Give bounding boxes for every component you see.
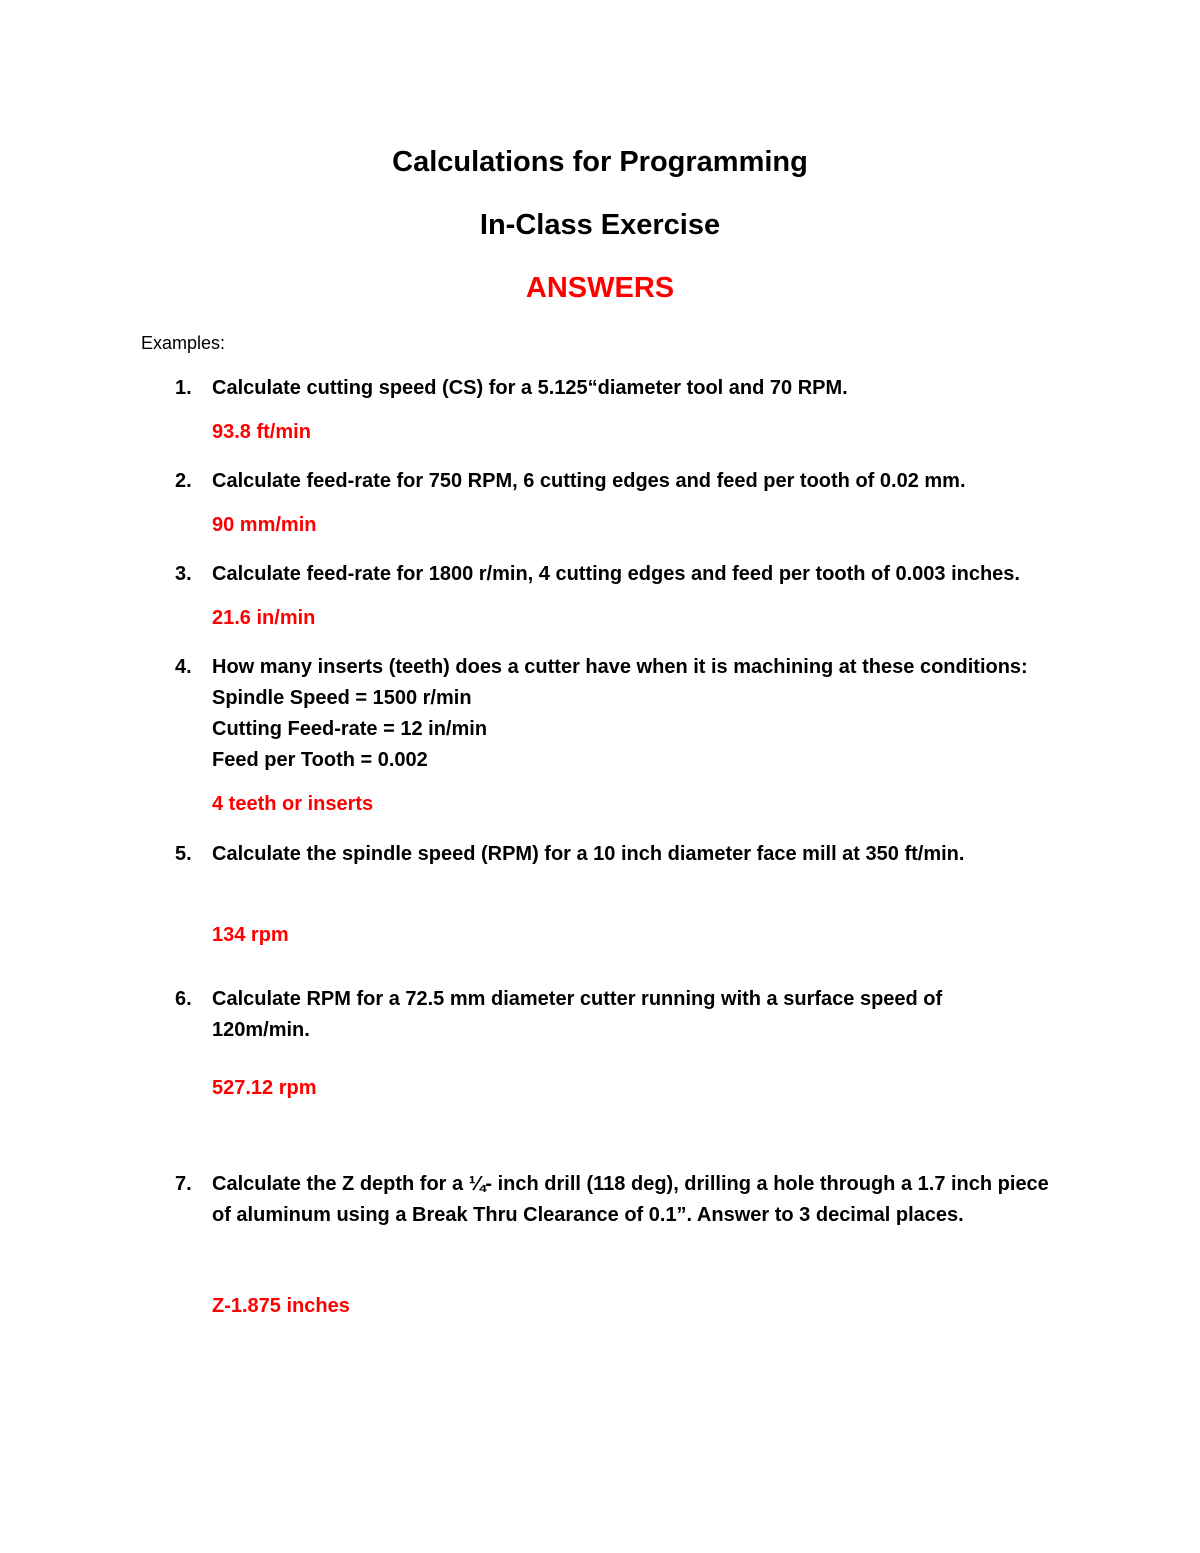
question-line: Calculate RPM for a 72.5 mm diameter cutter running with a surface speed of [212,988,943,1010]
question-text [212,466,1072,497]
question-text [212,839,1072,870]
answer-4: 4 teeth or inserts [212,793,374,815]
answer-5: 134 rpm [212,924,289,946]
answers-heading: ANSWERS [525,272,675,304]
question-number: 1. [175,377,192,399]
question-text [212,984,1072,1046]
question-text [212,1169,1072,1231]
answer-7: Z-1.875 inches [212,1295,350,1317]
question-number: 4. [175,656,192,678]
question-line: Calculate feed-rate for 1800 r/min, 4 cutting edges and feed per tooth of 0.003 inches. [212,563,1020,585]
question-text [212,373,1072,404]
answer-6: 527.12 rpm [212,1077,317,1099]
question-text [212,559,1072,590]
question-line: Calculate feed-rate for 750 RPM, 6 cutting edges and feed per tooth of 0.02 mm. [212,470,966,492]
question-line: Feed per Tooth = 0.002 [212,749,428,771]
question-number: 6. [175,988,192,1010]
document-subtitle: In-Class Exercise [479,209,721,241]
question-line: Calculate the Z depth for a ¼- inch drill (118 deg), drilling a hole through a 1.7 inch piece [212,1173,1049,1195]
question-number: 2. [175,470,192,492]
document-title: Calculations for Programming [392,146,808,178]
question-line: of aluminum using a Break Thru Clearance of 0.1”. Answer to 3 decimal places. [212,1204,964,1226]
question-line: 120m/min. [212,1019,310,1041]
question-line: Spindle Speed = 1500 r/min [212,687,472,709]
question-number: 7. [175,1173,192,1195]
question-number: 3. [175,563,192,585]
answer-2: 90 mm/min [212,514,317,536]
question-line: Calculate the spindle speed (RPM) for a 10 inch diameter face mill at 350 ft/min. [212,843,965,865]
question-text [212,652,1072,776]
question-line: Cutting Feed-rate = 12 in/min [212,718,488,740]
question-line: Calculate cutting speed (CS) for a 5.125“diameter tool and 70 RPM. [212,377,848,399]
question-line: How many inserts (teeth) does a cutter have when it is machining at these conditions: [212,656,1028,678]
answer-3: 21.6 in/min [212,607,316,629]
examples-label: Examples: [141,333,226,353]
question-number: 5. [175,843,192,865]
answer-1: 93.8 ft/min [212,421,311,443]
